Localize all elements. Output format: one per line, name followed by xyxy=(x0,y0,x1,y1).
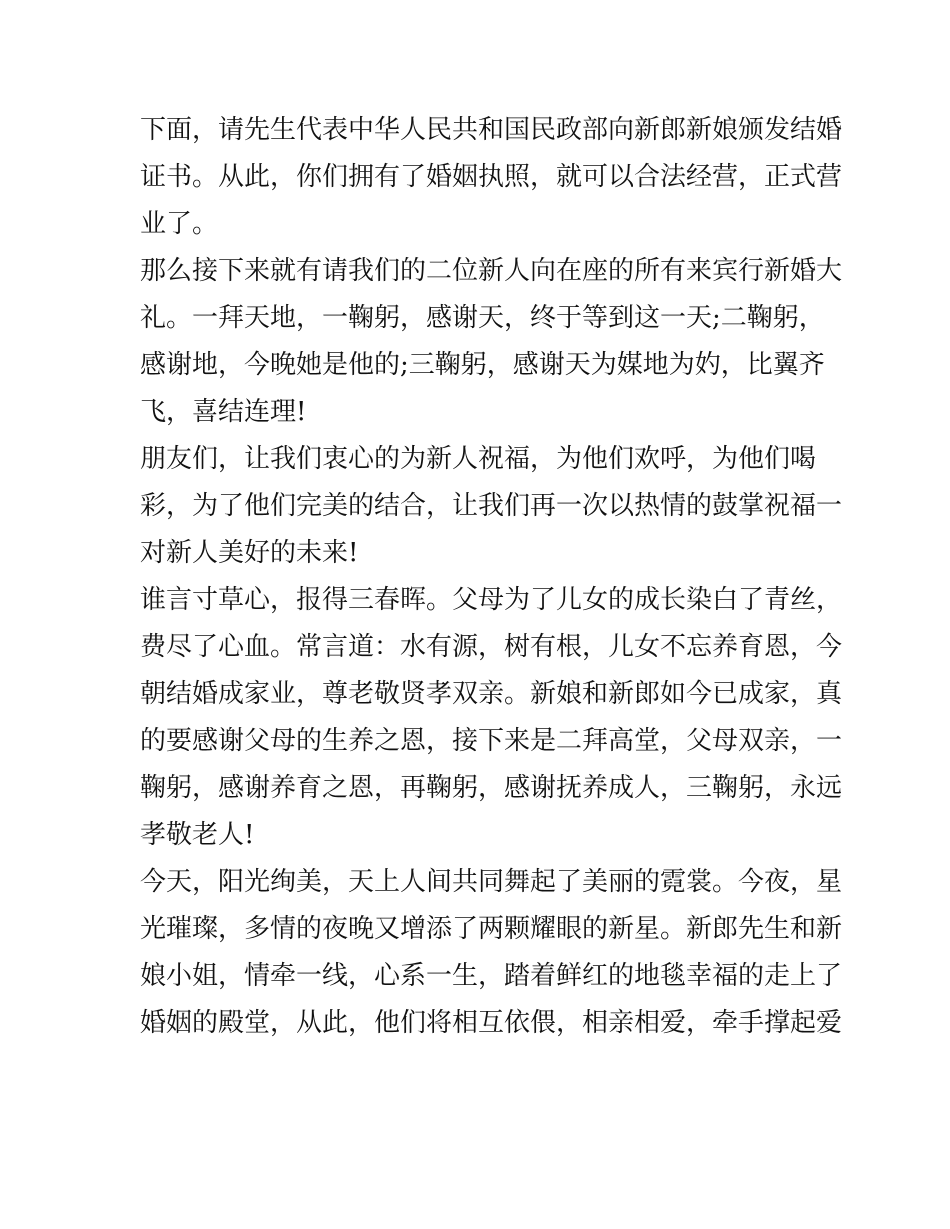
text-line: 感谢地，今晚她是他的;三鞠躬，感谢天为媒地为妁，比翼齐 xyxy=(140,350,825,380)
text-line: 对新人美好的未来! xyxy=(140,538,359,568)
text-line: 娘小姐，情牵一线，心系一生，踏着鲜红的地毯幸福的走上了 xyxy=(140,961,843,991)
text-line: 婚姻的殿堂，从此，他们将相互依偎，相亲相爱，牵手撑起爱 xyxy=(140,1008,843,1038)
text-line: 飞，喜结连理! xyxy=(140,397,307,427)
text-line: 朋友们，让我们衷心的为新人祝福，为他们欢呼，为他们喝 xyxy=(140,444,817,474)
text-line: 业了。 xyxy=(140,209,219,239)
text-line: 光璀璨，多情的夜晚又增添了两颗耀眼的新星。新郎先生和新 xyxy=(140,914,843,944)
text-line: 那么接下来就有请我们的二位新人向在座的所有来宾行新婚大 xyxy=(140,256,843,286)
text-line: 朝结婚成家业，尊老敬贤孝双亲。新娘和新郎如今已成家，真 xyxy=(140,679,843,709)
text-line: 礼。一拜天地，一鞠躬，感谢天，终于等到这一天;二鞠躬， xyxy=(140,303,825,333)
text-line: 的要感谢父母的生养之恩，接下来是二拜高堂，父母双亲，一 xyxy=(140,726,843,756)
text-line: 证书。从此，你们拥有了婚姻执照，就可以合法经营，正式营 xyxy=(140,162,843,192)
text-line: 孝敬老人! xyxy=(140,820,255,850)
text-line: 鞠躬，感谢养育之恩，再鞠躬，感谢抚养成人，三鞠躬，永远 xyxy=(140,773,843,803)
text-line: 下面，请先生代表中华人民共和国民政部向新郎新娘颁发结婚 xyxy=(140,115,843,145)
text-line: 谁言寸草心，报得三春晖。父母为了儿女的成长染白了青丝， xyxy=(140,585,843,615)
text-line: 彩，为了他们完美的结合，让我们再一次以热情的鼓掌祝福一 xyxy=(140,491,843,521)
document-body xyxy=(140,107,843,1047)
text-line: 费尽了心血。常言道：水有源，树有根，儿女不忘养育恩，今 xyxy=(140,632,843,662)
text-line: 今天，阳光绚美，天上人间共同舞起了美丽的霓裳。今夜，星 xyxy=(140,867,843,897)
